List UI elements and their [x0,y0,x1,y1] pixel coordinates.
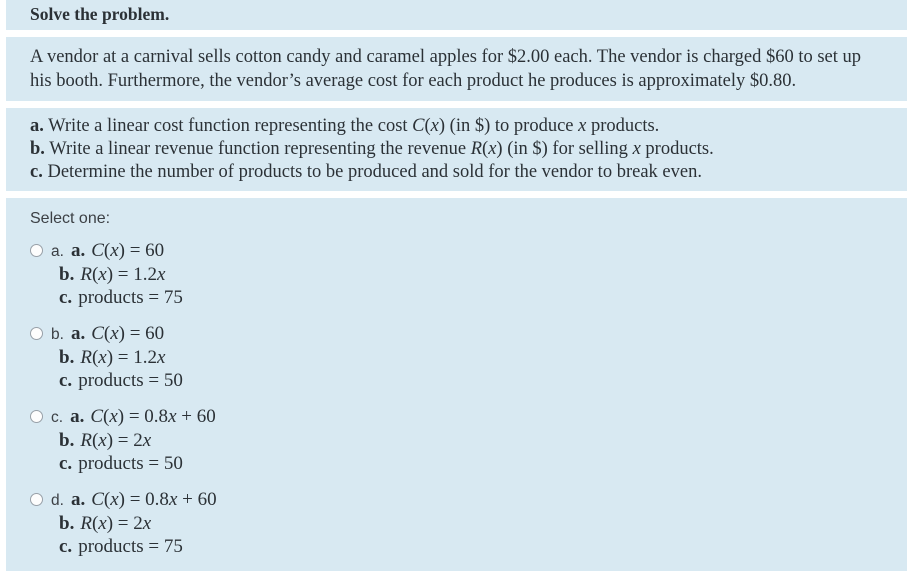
option-c-letter[interactable]: c. [51,409,64,426]
answer-area [6,198,907,571]
radio-option-a[interactable] [30,244,43,257]
part-a [30,115,887,138]
part-b [30,138,887,161]
part-c [30,161,887,184]
option-c[interactable] [30,405,887,475]
radio-option-c[interactable] [30,410,43,423]
radio-option-b[interactable] [30,327,43,340]
option-b-line-2: b. R(x) = 1.2x [59,347,166,368]
question-prompt: Solve the problem. [30,4,170,24]
option-c-line-3: c. products = 50 [59,453,183,474]
option-d-letter[interactable]: d. [51,492,64,509]
option-b-line-3: c. products = 50 [59,370,183,391]
part-a-text: Write a linear cost function representing the cost C(x) (in $) to produce x products. [48,116,660,136]
problem-statement-block [6,37,907,101]
option-a-letter[interactable]: a. [51,243,64,260]
option-d-line-1[interactable]: d. a. C(x) = 0.8x + 60 [30,488,887,512]
option-a-line-2: b. R(x) = 1.2x [59,264,166,285]
option-b-letter[interactable]: b. [51,326,64,343]
part-b-label: b. [30,139,45,159]
option-b[interactable] [30,322,887,392]
question-prompt-block [6,0,907,30]
option-d-line-3: c. products = 75 [59,536,183,557]
option-c-line-1[interactable]: c. a. C(x) = 0.8x + 60 [30,405,887,429]
part-b-text: Write a linear revenue function representing the revenue R(x) (in $) for selling x products. [49,139,714,159]
option-a-line-1[interactable]: a. a. C(x) = 60 [30,239,887,263]
part-a-label: a. [30,116,44,136]
question-parts-block [6,108,907,191]
part-c-text: Determine the number of products to be produced and sold for the vendor to break even. [47,162,702,182]
option-b-line-1[interactable]: b. a. C(x) = 60 [30,322,887,346]
part-c-label: c. [30,162,43,182]
option-d[interactable] [30,488,887,558]
option-c-line-2: b. R(x) = 2x [59,430,152,451]
option-d-line-2: b. R(x) = 2x [59,513,152,534]
radio-option-d[interactable] [30,493,43,506]
select-one-label: Select one: [30,210,111,227]
option-a-line-3: c. products = 75 [59,287,183,308]
problem-statement: A vendor at a carnival sells cotton candy and caramel apples for $2.00 each. The vendor is charged $60 to set up his booth. Furthermore, the vendor’s average cost for each product he produces is approximately $0.80. [30,47,862,91]
option-a[interactable] [30,239,887,309]
